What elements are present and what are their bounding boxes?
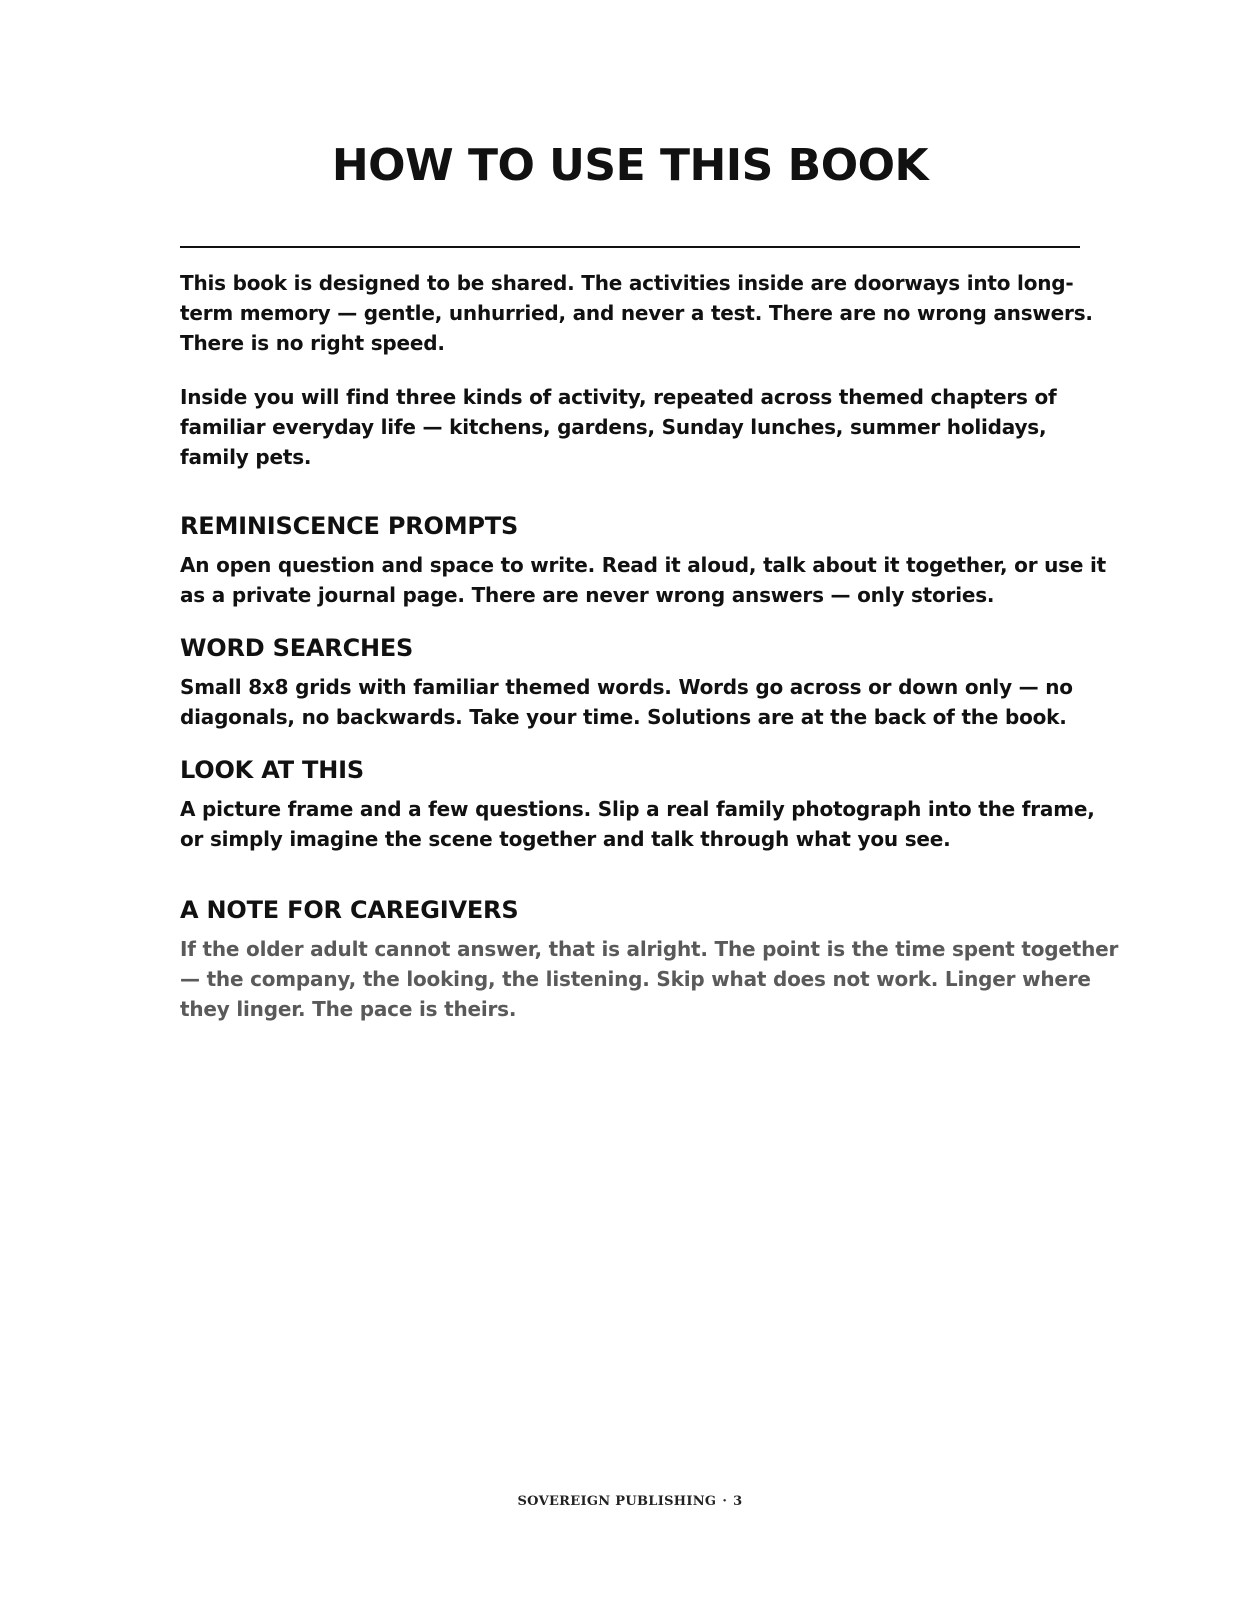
section-body: An open question and space to write. Read it aloud, talk about it together, or use it as a private journal page. There are never wrong answers — only stories. [180,553,1107,607]
page-content [180,268,1120,1024]
section-body: A picture frame and a few questions. Slip a real family photograph into the frame, or simply imagine the scene together and talk through what you see. [180,797,1095,851]
section-look-at-this [180,754,1120,854]
section-word-searches [180,632,1120,732]
intro-paragraph-1: This book is designed to be shared. The activities inside are doorways into long-term memory — gentle, unhurried, and never a test. There are no wrong answers. There is no right speed. [180,271,1093,355]
section-reminiscence-prompts [180,510,1120,610]
title-divider [180,246,1080,248]
section-body: Small 8x8 grids with familiar themed words. Words go across or down only — no diagonals, no backwards. Take your time. Solutions are at the back of the book. [180,675,1073,729]
caregivers-body: If the older adult cannot answer, that is alright. The point is the time spent together — the company, the looking, the listening. Skip what does not work. Linger where they linger. The pace is theirs. [180,937,1119,1021]
intro-paragraph-2: Inside you will find three kinds of activity, repeated across themed chapters of familiar everyday life — kitchens, gardens, Sunday lunches, summer holidays, family pets. [180,385,1057,469]
footer-publisher: SOVEREIGN PUBLISHING [517,1494,717,1509]
page-footer [0,1494,1260,1509]
section-caregivers-note [180,894,1120,1024]
section-heading: LOOK AT THIS [180,756,364,784]
section-heading: REMINISCENCE PROMPTS [180,512,519,540]
footer-page-number: 3 [733,1494,743,1509]
section-heading: A NOTE FOR CAREGIVERS [180,896,519,924]
section-heading: WORD SEARCHES [180,634,414,662]
page-title: HOW TO USE THIS BOOK [331,140,929,191]
footer-separator: · [722,1494,728,1509]
